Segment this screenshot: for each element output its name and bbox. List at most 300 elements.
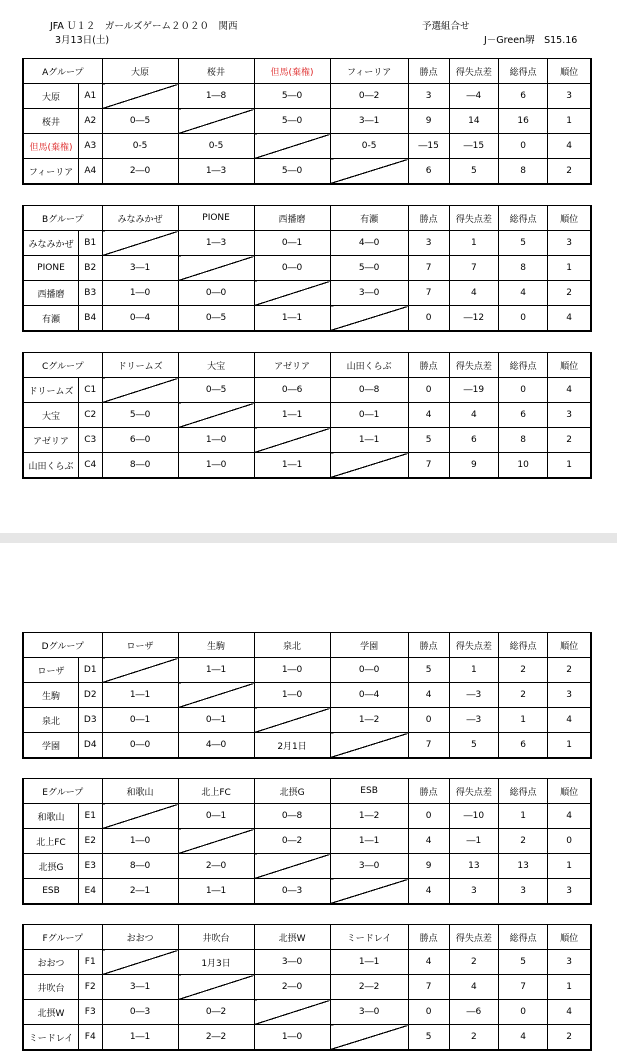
team-code: D1 [78, 658, 102, 683]
points-header: 勝点 [408, 633, 449, 658]
doc-subtitle: 予選組合せ [422, 21, 470, 32]
table-row [23, 256, 591, 281]
table-row [23, 231, 591, 256]
table-row [23, 453, 591, 479]
team-column-header: ローザ [102, 633, 178, 658]
goals-header: 総得点 [498, 925, 547, 950]
points-value: 5 [408, 658, 449, 683]
match-result: 0―3 [254, 879, 330, 905]
points-header: 勝点 [408, 353, 449, 378]
goals-value: 16 [498, 109, 547, 134]
team-code: F1 [78, 950, 102, 975]
team-code: B4 [78, 306, 102, 332]
team-name: 有瀬 [23, 306, 78, 332]
goals-value: 2 [498, 658, 547, 683]
table-row [23, 829, 591, 854]
points-value: 3 [408, 84, 449, 109]
doc-date: 3月13日(土) [55, 35, 110, 46]
goals-value: 0 [498, 1000, 547, 1025]
match-result: 0―0 [102, 733, 178, 759]
match-result: 0―4 [102, 306, 178, 332]
rank-value: 3 [548, 84, 591, 109]
points-value: 7 [408, 256, 449, 281]
points-header: 勝点 [408, 779, 449, 804]
match-result: 3―0 [330, 281, 408, 306]
group-table [22, 924, 592, 1051]
rank-header: 順位 [548, 633, 591, 658]
diagonal-cell [102, 658, 178, 683]
diagonal-cell [254, 708, 330, 733]
group-table [22, 632, 592, 759]
goal-diff-header: 得失点差 [449, 779, 498, 804]
goal-diff-header: 得失点差 [449, 59, 498, 84]
points-value: 5 [408, 1025, 449, 1051]
diagonal-cell [178, 683, 254, 708]
rank-value: 3 [548, 403, 591, 428]
team-name: 生駒 [23, 683, 78, 708]
page-separator [0, 533, 617, 543]
rank-value: 0 [548, 829, 591, 854]
rank-header: 順位 [548, 779, 591, 804]
rank-value: 3 [548, 231, 591, 256]
team-name: フィーリア [23, 159, 78, 185]
goals-value: 5 [498, 950, 547, 975]
header-row [23, 59, 591, 84]
team-column-header: 学園 [330, 633, 408, 658]
team-code: C3 [78, 428, 102, 453]
rank-header: 順位 [548, 206, 591, 231]
match-result: 4―0 [330, 231, 408, 256]
match-result: 1―0 [102, 829, 178, 854]
team-name: ドリームズ [23, 378, 78, 403]
match-result: 0-5 [178, 134, 254, 159]
team-name: ESB [23, 879, 78, 905]
team-name: 桜井 [23, 109, 78, 134]
match-result: 0―0 [254, 256, 330, 281]
table-row [23, 428, 591, 453]
match-result: 2―2 [330, 975, 408, 1000]
match-result: 0―1 [102, 708, 178, 733]
team-code: D4 [78, 733, 102, 759]
goal-diff-value: 13 [449, 854, 498, 879]
points-header: 勝点 [408, 206, 449, 231]
diagonal-cell [254, 428, 330, 453]
group-label: Eグループ [23, 779, 102, 804]
table-row [23, 975, 591, 1000]
match-result: 1―1 [254, 453, 330, 479]
table-row [23, 950, 591, 975]
team-name: 大宝 [23, 403, 78, 428]
points-value: 0 [408, 306, 449, 332]
goal-diff-value: 5 [449, 159, 498, 185]
rank-value: 3 [548, 950, 591, 975]
diagonal-cell [102, 950, 178, 975]
table-row [23, 306, 591, 332]
team-column-header: 西播磨 [254, 206, 330, 231]
diagonal-cell [330, 733, 408, 759]
table-row [23, 733, 591, 759]
match-result: 0-5 [330, 134, 408, 159]
diagonal-cell [102, 84, 178, 109]
goal-diff-value: 4 [449, 403, 498, 428]
match-result: 0―8 [254, 804, 330, 829]
table-row [23, 683, 591, 708]
team-column-header: 大宝 [178, 353, 254, 378]
points-value: 3 [408, 231, 449, 256]
diagonal-cell [330, 879, 408, 905]
match-result: 0―0 [178, 281, 254, 306]
team-code: E1 [78, 804, 102, 829]
match-result: 0―5 [102, 109, 178, 134]
diagonal-cell [254, 134, 330, 159]
goals-value: 5 [498, 231, 547, 256]
points-value: 9 [408, 854, 449, 879]
match-result: 1―1 [178, 879, 254, 905]
goal-diff-value: 9 [449, 453, 498, 479]
team-column-header: 北上FC [178, 779, 254, 804]
diagonal-cell [178, 256, 254, 281]
diagonal-cell [178, 975, 254, 1000]
group-table [22, 58, 592, 185]
match-result: 1―0 [178, 453, 254, 479]
match-result: 1―1 [330, 829, 408, 854]
goals-value: 6 [498, 733, 547, 759]
team-code: E4 [78, 879, 102, 905]
goal-diff-value: ―15 [449, 134, 498, 159]
team-code: C2 [78, 403, 102, 428]
table-row [23, 378, 591, 403]
rank-value: 1 [548, 854, 591, 879]
match-result: 1―0 [254, 683, 330, 708]
match-result: 0―8 [330, 378, 408, 403]
goal-diff-header: 得失点差 [449, 925, 498, 950]
goal-diff-value: 7 [449, 256, 498, 281]
goals-value: 8 [498, 159, 547, 185]
match-result: 2―0 [254, 975, 330, 1000]
match-result: 1―3 [178, 159, 254, 185]
match-result: 1―0 [178, 428, 254, 453]
diagonal-cell [178, 403, 254, 428]
points-value: 0 [408, 378, 449, 403]
match-result: 2―2 [178, 1025, 254, 1051]
points-value: 9 [408, 109, 449, 134]
goals-value: 1 [498, 708, 547, 733]
goal-diff-value: 4 [449, 281, 498, 306]
rank-header: 順位 [548, 925, 591, 950]
group-label: Cグループ [23, 353, 102, 378]
match-result: 8―0 [102, 453, 178, 479]
rank-header: 順位 [548, 353, 591, 378]
team-code: D2 [78, 683, 102, 708]
goal-diff-value: 1 [449, 658, 498, 683]
goals-value: 8 [498, 256, 547, 281]
match-result: 2―1 [102, 879, 178, 905]
team-code: A3 [78, 134, 102, 159]
goal-diff-value: ―4 [449, 84, 498, 109]
rank-value: 4 [548, 1000, 591, 1025]
team-code: F2 [78, 975, 102, 1000]
match-result: 0―2 [330, 84, 408, 109]
group-label: Bグループ [23, 206, 102, 231]
match-result: 1―1 [254, 306, 330, 332]
group-table [22, 778, 592, 905]
header-row [23, 633, 591, 658]
match-result: 1―3 [178, 231, 254, 256]
team-name: 西播磨 [23, 281, 78, 306]
diagonal-cell [254, 281, 330, 306]
goals-value: 10 [499, 453, 548, 479]
match-result: 4―0 [178, 733, 254, 759]
points-value: 4 [408, 829, 449, 854]
match-result: 0―3 [102, 1000, 178, 1025]
goal-diff-value: ―3 [449, 708, 498, 733]
group-label: Fグループ [23, 925, 102, 950]
match-result: 3―0 [330, 854, 408, 879]
goal-diff-value: 5 [449, 733, 498, 759]
goals-value: 8 [499, 428, 548, 453]
rank-value: 4 [548, 708, 591, 733]
goals-header: 総得点 [498, 206, 547, 231]
rank-value: 2 [548, 428, 591, 453]
goal-diff-value: 2 [449, 950, 498, 975]
match-result: 0-5 [102, 134, 178, 159]
goal-diff-header: 得失点差 [449, 633, 498, 658]
team-name: おおつ [23, 950, 78, 975]
team-column-header: みなみかぜ [102, 206, 178, 231]
goals-value: 0 [499, 378, 548, 403]
table-row [23, 1000, 591, 1025]
team-column-header: 泉北 [254, 633, 330, 658]
team-column-header: 桜井 [178, 59, 254, 84]
goals-value: 4 [498, 281, 547, 306]
match-result: 0―1 [178, 708, 254, 733]
points-value: 0 [408, 804, 449, 829]
rank-value: 2 [548, 658, 591, 683]
points-value: 7 [408, 975, 449, 1000]
group-label: Aグループ [23, 59, 102, 84]
team-column-header: 生駒 [178, 633, 254, 658]
diagonal-cell [178, 829, 254, 854]
team-code: C4 [78, 453, 102, 479]
points-header: 勝点 [408, 59, 449, 84]
team-name: 北摂G [23, 854, 78, 879]
rank-value: 3 [548, 879, 591, 905]
goals-value: 2 [498, 683, 547, 708]
match-result: 1―1 [102, 1025, 178, 1051]
team-column-header: 但馬(棄権) [254, 59, 330, 84]
rank-value: 1 [548, 453, 591, 479]
points-header: 勝点 [408, 925, 449, 950]
match-result: 1―0 [254, 658, 330, 683]
match-result: 1―2 [330, 804, 408, 829]
match-result: 0―4 [330, 683, 408, 708]
goal-diff-value: 14 [449, 109, 498, 134]
points-value: 7 [408, 733, 449, 759]
team-code: B3 [78, 281, 102, 306]
rank-value: 4 [548, 378, 591, 403]
match-result: 6―0 [102, 428, 178, 453]
goals-value: 3 [498, 879, 547, 905]
points-value: 4 [408, 879, 449, 905]
diagonal-cell [330, 453, 408, 479]
match-result: 0―2 [254, 829, 330, 854]
team-column-header: ESB [330, 779, 408, 804]
match-result: 2―0 [178, 854, 254, 879]
points-value: 4 [408, 683, 449, 708]
goal-diff-value: ―12 [449, 306, 498, 332]
team-column-header: 山田くらぶ [330, 353, 408, 378]
team-name: 但馬(棄権) [23, 134, 78, 159]
team-code: C1 [78, 378, 102, 403]
goal-diff-value: 3 [449, 879, 498, 905]
team-code: F3 [78, 1000, 102, 1025]
goals-header: 総得点 [498, 779, 547, 804]
team-name: 北上FC [23, 829, 78, 854]
goals-value: 6 [498, 84, 547, 109]
goals-value: 6 [499, 403, 548, 428]
team-code: A2 [78, 109, 102, 134]
points-value: 7 [408, 281, 449, 306]
team-code: A4 [78, 159, 102, 185]
team-name: 大原 [23, 84, 78, 109]
rank-value: 4 [548, 804, 591, 829]
match-result: 1―1 [254, 403, 330, 428]
match-result: 3―0 [254, 950, 330, 975]
rank-value: 1 [548, 733, 591, 759]
team-column-header: アゼリア [254, 353, 330, 378]
rank-header: 順位 [548, 59, 591, 84]
match-result: 0―1 [254, 231, 330, 256]
group-table [22, 352, 592, 479]
match-result: 1―8 [178, 84, 254, 109]
goal-diff-value: ―1 [449, 829, 498, 854]
rank-value: 4 [548, 134, 591, 159]
match-result: 0―2 [178, 1000, 254, 1025]
table-row [23, 281, 591, 306]
goal-diff-value: ―19 [449, 378, 498, 403]
rank-value: 2 [548, 159, 591, 185]
match-result: 0―5 [178, 378, 254, 403]
goals-value: 0 [498, 134, 547, 159]
team-column-header: PIONE [178, 206, 254, 231]
match-result: 2月1日 [254, 733, 330, 759]
match-result: 3―1 [330, 109, 408, 134]
team-name: 井吹台 [23, 975, 78, 1000]
diagonal-cell [330, 306, 408, 332]
diagonal-cell [330, 1025, 408, 1051]
table-row [23, 708, 591, 733]
points-value: 0 [408, 1000, 449, 1025]
points-value: ―15 [408, 134, 449, 159]
match-result: 0―6 [254, 378, 330, 403]
match-result: 3―1 [102, 975, 178, 1000]
table-row [23, 658, 591, 683]
team-column-header: ミードレイ [330, 925, 408, 950]
match-result: 3―0 [330, 1000, 408, 1025]
match-result: 1―0 [102, 281, 178, 306]
goals-value: 0 [498, 306, 547, 332]
goals-value: 4 [498, 1025, 547, 1051]
match-result: 1―1 [178, 658, 254, 683]
team-code: F4 [78, 1025, 102, 1051]
table-row [23, 1025, 591, 1051]
table-row [23, 804, 591, 829]
diagonal-cell [102, 231, 178, 256]
team-column-header: 北摂G [254, 779, 330, 804]
goals-value: 13 [498, 854, 547, 879]
match-result: 1月3日 [178, 950, 254, 975]
team-name: ミードレイ [23, 1025, 78, 1051]
team-column-header: おおつ [102, 925, 178, 950]
rank-value: 2 [548, 1025, 591, 1051]
diagonal-cell [178, 109, 254, 134]
rank-value: 3 [548, 683, 591, 708]
match-result: 5―0 [330, 256, 408, 281]
table-row [23, 879, 591, 905]
team-name: 泉北 [23, 708, 78, 733]
team-code: D3 [78, 708, 102, 733]
table-row [23, 134, 591, 159]
match-result: 3―1 [102, 256, 178, 281]
team-column-header: 和歌山 [102, 779, 178, 804]
match-result: 1―1 [330, 428, 408, 453]
match-result: 5―0 [254, 159, 330, 185]
points-value: 6 [408, 159, 449, 185]
points-value: 7 [408, 453, 449, 479]
team-column-header: 大原 [102, 59, 178, 84]
match-result: 0―0 [330, 658, 408, 683]
team-name: 学園 [23, 733, 78, 759]
team-column-header: 有瀬 [330, 206, 408, 231]
match-result: 1―1 [330, 950, 408, 975]
match-result: 5―0 [254, 109, 330, 134]
goals-value: 2 [498, 829, 547, 854]
doc-title: JFA Ｕ１２ ガールズゲーム２０２０ 関西 [50, 21, 238, 32]
rank-value: 4 [548, 306, 591, 332]
team-code: E2 [78, 829, 102, 854]
goal-diff-value: 6 [449, 428, 498, 453]
diagonal-cell [330, 159, 408, 185]
match-result: 1―2 [330, 708, 408, 733]
goals-value: 1 [498, 804, 547, 829]
team-column-header: 北摂W [254, 925, 330, 950]
diagonal-cell [102, 804, 178, 829]
match-result: 0―1 [330, 403, 408, 428]
team-name: 北摂W [23, 1000, 78, 1025]
match-result: 5―0 [254, 84, 330, 109]
team-column-header: 井吹台 [178, 925, 254, 950]
team-name: PIONE [23, 256, 78, 281]
goal-diff-header: 得失点差 [449, 206, 498, 231]
rank-value: 1 [548, 109, 591, 134]
doc-venue: J－Green堺 S15.16 [484, 35, 578, 46]
table-row [23, 84, 591, 109]
points-value: 4 [408, 950, 449, 975]
team-column-header: ドリームズ [102, 353, 178, 378]
group-table [22, 205, 592, 332]
header-row [23, 206, 591, 231]
table-row [23, 854, 591, 879]
diagonal-cell [254, 854, 330, 879]
team-code: E3 [78, 854, 102, 879]
points-value: 4 [408, 403, 449, 428]
match-result: 8―0 [102, 854, 178, 879]
rank-value: 2 [548, 281, 591, 306]
goal-diff-value: ―10 [449, 804, 498, 829]
team-code: B1 [78, 231, 102, 256]
team-code: B2 [78, 256, 102, 281]
team-name: アゼリア [23, 428, 78, 453]
